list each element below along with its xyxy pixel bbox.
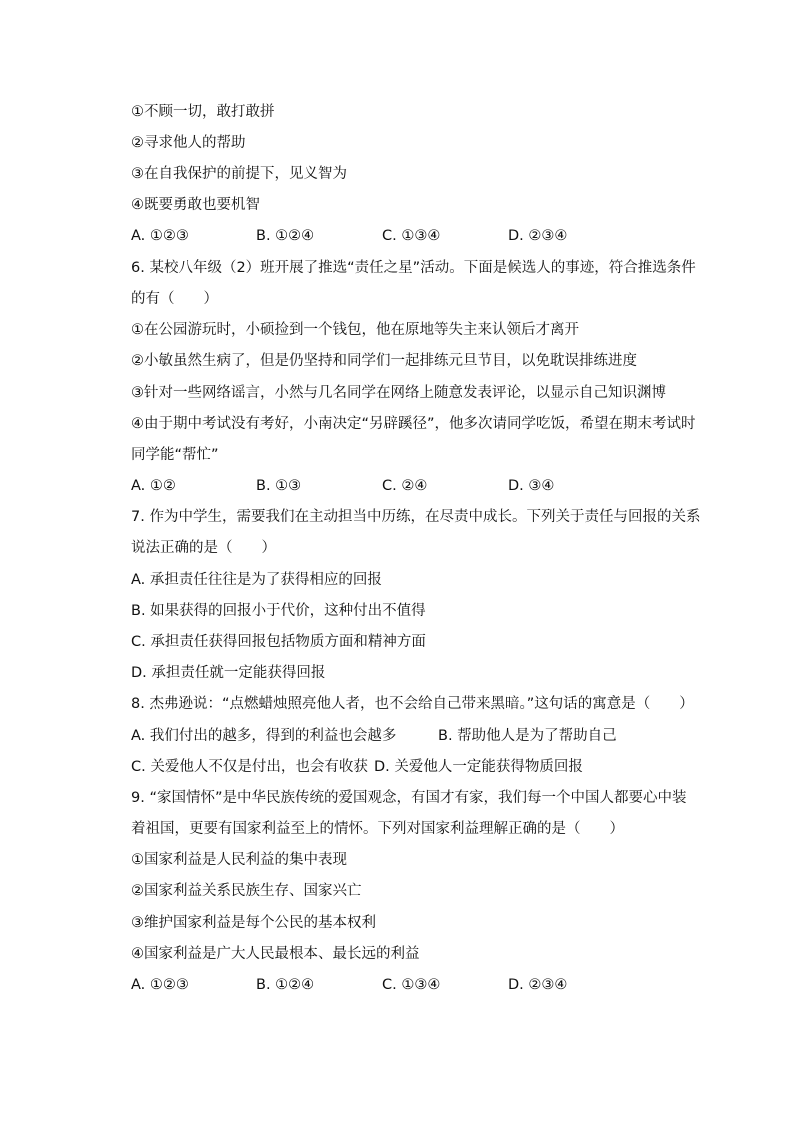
prev-option-a: A. ①②③: [131, 228, 189, 244]
q6-item-4: ④由于期中考试没有考好，小南决定“另辟蹊径”，他多次请同学吃饭，希望在期末考试时: [131, 416, 696, 432]
q9-item-2: ②国家利益关系民族生存、国家兴亡: [131, 883, 362, 899]
q6-option-d: D. ③④: [508, 478, 555, 494]
prev-item-3: ③在自我保护的前提下，见义智为: [131, 166, 347, 182]
q7-stem-line-2: 说法正确的是（ ）: [131, 540, 276, 556]
prev-option-d: D. ②③④: [508, 228, 568, 244]
q8-option-a: A. 我们付出的越多，得到的利益也会越多: [131, 728, 397, 744]
prev-item-2: ②寻求他人的帮助: [131, 135, 246, 151]
prev-options: [131, 226, 691, 246]
q9-item-3: ③维护国家利益是每个公民的基本权利: [131, 915, 376, 931]
q8-options-row-2: [131, 757, 691, 777]
q7-stem-line-1: 7. 作为中学生，需要我们在主动担当中历练，在尽责中成长。下列关于责任与回报的关系: [131, 509, 701, 525]
q8-option-b: B. 帮助他人是为了帮助自己: [438, 728, 617, 744]
q6-option-c: C. ②④: [382, 478, 428, 494]
q9-option-c: C. ①③④: [382, 977, 441, 993]
q7-option-b: B. 如果获得的回报小于代价，这种付出不值得: [131, 603, 426, 619]
prev-option-b: B. ①②④: [256, 228, 315, 244]
q7-option-d: D. 承担责任就一定能获得回报: [131, 665, 326, 681]
q6-option-b: B. ①③: [256, 478, 302, 494]
q8-option-d: D. 关爱他人一定能获得物质回报: [374, 759, 583, 775]
q6-stem-line-2: 的有（ ）: [131, 291, 218, 307]
prev-item-1: ①不顾一切，敢打敢拼: [131, 104, 275, 120]
q9-options: [131, 975, 691, 995]
q9-stem-line-2: 着祖国，更要有国家利益至上的情怀。下列对国家利益理解正确的是（ ）: [131, 821, 624, 837]
q6-options: [131, 476, 691, 496]
q9-option-d: D. ②③④: [508, 977, 568, 993]
q8-stem: 8. 杰弗逊说：“点燃蜡烛照亮他人者，也不会给自己带来黑暗。”这句话的寓意是（ ）: [131, 696, 694, 712]
q7-option-a: A. 承担责任往往是为了获得相应的回报: [131, 572, 382, 588]
prev-item-4: ④既要勇敢也要机智: [131, 197, 260, 213]
q8-options-row-1: [131, 726, 691, 746]
q7-option-c: C. 承担责任获得回报包括物质方面和精神方面: [131, 634, 426, 650]
q6-option-a: A. ①②: [131, 478, 176, 494]
q6-stem-line-1: 6. 某校八年级（2）班开展了推选“责任之星”活动。下面是候选人的事迹，符合推选条件: [131, 260, 696, 276]
q9-option-b: B. ①②④: [256, 977, 315, 993]
q9-stem-line-1: 9. “家国情怀”是中华民族传统的爱国观念，有国才有家，我们每一个中国人都要心中装: [131, 790, 687, 806]
q6-item-3: ③针对一些网络谣言，小然与几名同学在网络上随意发表评论，以显示自己知识渊博: [131, 385, 666, 401]
q6-item-1: ①在公园游玩时，小硕捡到一个钱包，他在原地等失主来认领后才离开: [131, 322, 579, 338]
prev-option-c: C. ①③④: [382, 228, 441, 244]
q9-item-4: ④国家利益是广大人民最根本、最长远的利益: [131, 946, 420, 962]
q6-item-4-cont: 同学能“帮忙”: [131, 447, 219, 463]
q9-item-1: ①国家利益是人民利益的集中表现: [131, 852, 347, 868]
q8-option-c: C. 关爱他人不仅是付出，也会有收获: [131, 759, 368, 775]
q6-item-2: ②小敏虽然生病了，但是仍坚持和同学们一起排练元旦节目，以免耽误排练进度: [131, 353, 637, 369]
q9-option-a: A. ①②③: [131, 977, 189, 993]
